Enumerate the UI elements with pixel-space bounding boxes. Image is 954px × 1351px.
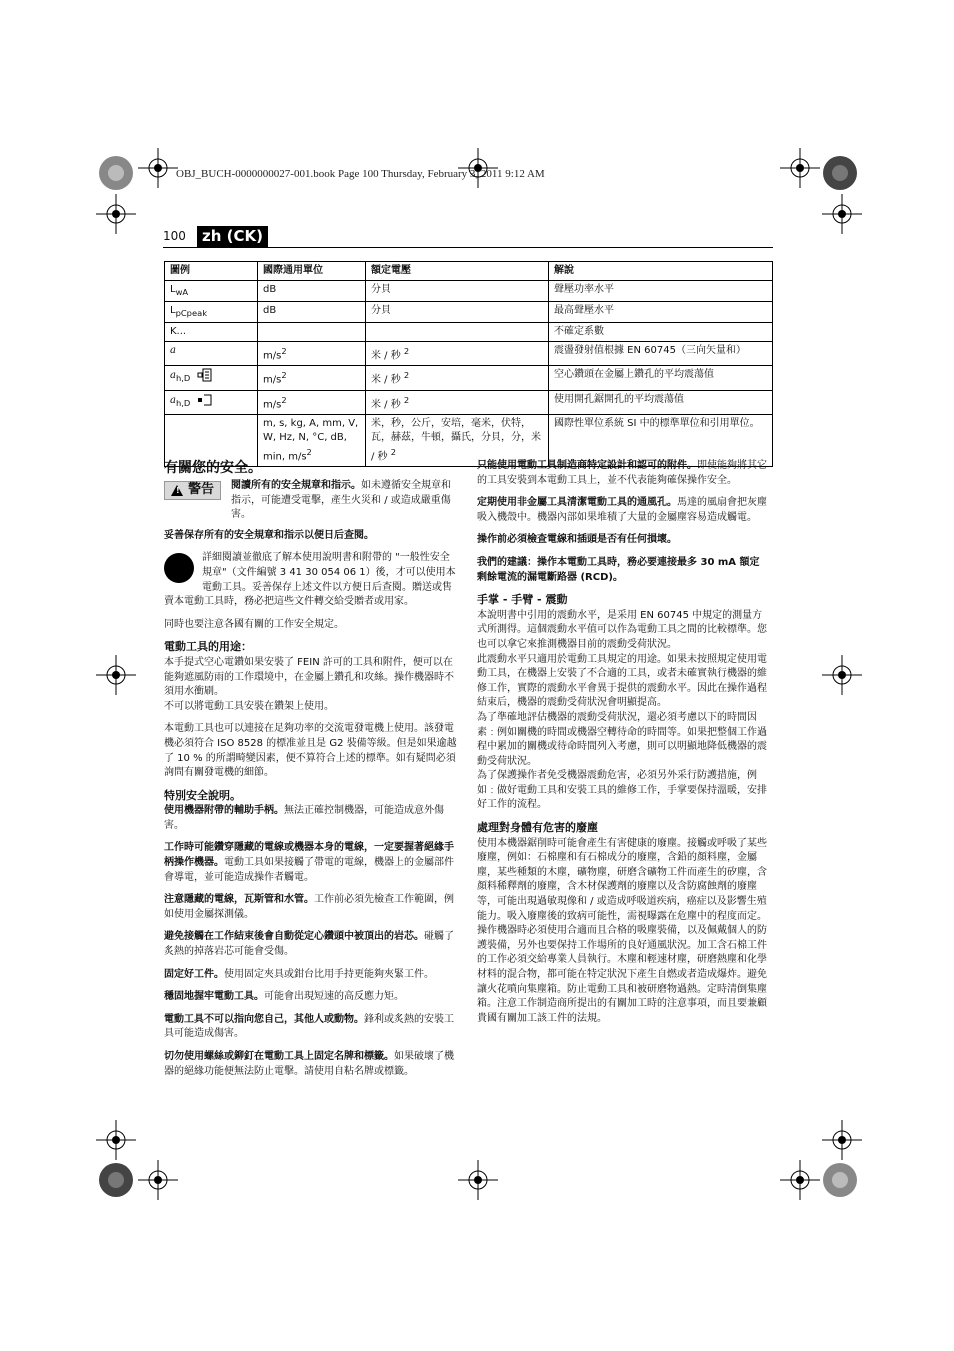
paragraph: 此震動水平只適用於電動工具規定的用途。如果未按照規定使用電動工具，在機器上安裝了不合適的工具，或者未確實執行機器的維修工作，實際的震動水平會異于提供的震動水平。因此在操作過程結束后，機器的震動受荷狀況會明顯提高。 <box>477 653 767 709</box>
special-safety-heading: 特別安全說明。 <box>164 788 241 802</box>
crosshair-mark-left-lower <box>96 1120 136 1160</box>
description-cell: 聲壓功率水平 <box>549 281 773 302</box>
warning-block <box>164 479 458 523</box>
paragraph: 為了準確地評估機器的震動受荷狀況，還必須考慮以下的時間因素﹕例如關機的時間或機器空轉待命的時間等。如果把整個工作過程中累加的關機或待命時間列入考慮，則可以明顯地降低機器的震動受荷狀況。 <box>477 711 767 767</box>
warning-text: 閱讀所有的安全規章和指示。如未遵循安全規章和指示，可能遭受電擊，產生火災和 / 或造成嚴重傷害。 <box>231 480 452 521</box>
unit-cell: dB <box>258 302 366 323</box>
intended-use-heading: 電動工具的用途： <box>164 640 252 654</box>
table-row <box>165 390 773 414</box>
safety-item: 避免接觸在工作結束後會自動從定心鑽頭中被頂出的岩芯。碰觸了炙熱的掉落岩芯可能會受傷。 <box>164 931 454 958</box>
dust-heading: 處理對身體有危害的廢塵 <box>477 821 598 835</box>
warning-label: 警告 <box>188 482 215 497</box>
unit-cell: $m/s^2$ <box>258 366 366 390</box>
safety-item: 電動工具不可以指向您自己，其他人或動物。鋒利或炙熱的安裝工具可能造成傷害。 <box>164 1013 454 1040</box>
crosshair-mark-right-lower <box>822 1120 862 1160</box>
registration-mark-top-left-outer <box>98 155 134 191</box>
vibration-heading: 手掌 - 手臂 - 震動 <box>477 593 568 607</box>
right-column <box>477 459 767 1034</box>
units-table <box>164 261 773 467</box>
value-cell: 米 / 秒 $^2$ <box>366 342 549 366</box>
symbol-cell: $L_{wA}$ <box>165 281 258 302</box>
paragraph: 本手提式空心電鑽如果安裝了 FEIN 許可的工具和附件，便可以在能夠遮風防雨的工作環境中，在金屬上鑽孔和攻絲。操作機器時不須用水衝刷。 <box>164 656 454 698</box>
safety-item: 注意隱藏的電線，瓦斯管和水管。工作前必須先檢查工作範圍，例如使用金屬探測儀。 <box>164 894 454 920</box>
safety-item: 操作前必須檢查電線和插頭是否有任何損壞。 <box>477 534 677 546</box>
page-number: 100 <box>163 229 186 243</box>
language-badge: zh (CK) <box>197 226 268 247</box>
paragraph: 為了保護操作者免受機器震動危害，必須另外采行防護措施，例如﹕做好電動工具和安裝工具的維修工作，手掌要保持溫暖，安排好工作的流程。 <box>477 770 767 811</box>
warning-triangle-icon: ! <box>171 485 183 496</box>
registration-mark-top-right-outer <box>822 155 858 191</box>
crosshair-mark-bottom-right <box>780 1160 820 1200</box>
unit-cell <box>258 323 366 342</box>
unit-cell: $m/s^2$ <box>258 390 366 414</box>
description-cell: 空心鑽頭在金屬上鑽孔的平均震蕩值 <box>549 366 773 390</box>
symbol-cell: $a_{h,D}$ <box>165 366 258 390</box>
registration-mark-bottom-right-outer <box>822 1162 858 1198</box>
paragraph: 使用本機器鋸削時可能會產生有害健康的廢塵。接觸或呼吸了某些廢塵，例如：石棉塵和有石棉成分的廢塵，含鉛的顏料塵，金屬塵，某些種類的木塵，礦物塵，研磨含礦物工件而產生的矽塵，含顏料稀釋劑的廢塵，含木材保護劑的廢塵以及含防腐蝕劑的廢塵等，可能出現過敏現像和 / 或造成呼吸道疾病，癌症以及影響生殖能力。吸入廢塵後的致病可能性，需視曝露在危塵中的程度而定。操作機器時必須使用合適而且合格的吸塵裝備，以及佩戴個人的防護裝備，另外也要保持工作場所的良好通風狀況。加工含石棉工件的工作必須交給專業人員執行。木塵和輕速材塵，研磨熱塵和化學材料的混合物，都可能在特定狀況下產生自燃或者造成爆炸。避免讓火花噴向集塵箱。防止電動工具和被研磨物過熱。定時清倒集塵箱。注意工作制造商所提出的有關加工時的注意事項，而且要兼顧貴國有關加工該工件的法規。 <box>477 837 767 1024</box>
symbol-cell: K... <box>165 323 258 342</box>
paragraph: 本說明書中引用的震動水平，是采用 EN 60745 中規定的測量方式所測得。這個震動水平值可以作為電動工具之間的比較標準。您也可以拿它來推測機器目前的震動受荷狀況。 <box>477 609 767 650</box>
symbol-cell: $a_{h,D}$ <box>165 390 258 414</box>
safety-item: 工作時可能鑽穿隱藏的電線或機器本身的電線，一定要握著絕緣手柄操作機器。電動工具如果接觸了帶電的電線，機器上的金屬部件會導電，並可能造成操作者觸電。 <box>164 842 454 883</box>
left-column <box>164 459 458 1087</box>
safety-item: 只能使用電動工具制造商特定設計和認可的附件。即使能夠將其它的工具安裝到本電動工具上，並不代表能夠確保操作安全。 <box>477 460 767 486</box>
warning-badge <box>164 481 221 500</box>
table-header-cell: 額定電壓 <box>366 262 549 281</box>
hole-saw-icon <box>197 393 213 407</box>
safety-item: 使用機器附帶的輔助手柄。無法正確控制機器，可能造成意外傷害。 <box>164 805 444 831</box>
crosshair-mark-bottom-left <box>138 1160 178 1200</box>
description-cell: 最高聲壓水平 <box>549 302 773 323</box>
print-slug: OBJ_BUCH-0000000027-001.book Page 100 Thursday, February 3, 2011 9:12 AM <box>176 168 545 180</box>
table-header-cell: 解說 <box>549 262 773 281</box>
national-rules: 同時也要注意各國有關的工作安全規定。 <box>164 618 344 630</box>
description-cell: 不確定系數 <box>549 323 773 342</box>
safety-heading: 有關您的安全。 <box>164 460 262 476</box>
crosshair-mark-right-middle <box>822 655 862 695</box>
table-header-cell: 圖例 <box>165 262 258 281</box>
crosshair-mark-bottom-center <box>458 1160 498 1200</box>
unit-cell: dB <box>258 281 366 302</box>
value-cell: 米，秒，公斤，安培，毫米，伏特，瓦，赫茲，牛頓，攝氏，分貝，分，米 / 秒 $^2$ <box>366 414 549 466</box>
table-header-row <box>165 262 773 281</box>
crosshair-mark-top-left <box>138 148 178 188</box>
keep-instructions: 妥善保存所有的安全規章和指示以便日后查閱。 <box>164 529 374 541</box>
safety-item: 穩固地握牢電動工具。可能會出現短速的高反應力矩。 <box>164 991 404 1003</box>
unit-cell: m, s, kg, A, mm, V, W, Hz, N, °C, dB, min, $m/s^2$ <box>258 414 366 466</box>
symbol-cell: $L_{pCpeak}$ <box>165 302 258 323</box>
crosshair-mark-top-right <box>780 148 820 188</box>
safety-item: 固定好工件。使用固定夾具或鉗台比用手持更能夠夾緊工件。 <box>164 968 434 980</box>
crosshair-mark-right-upper <box>822 194 862 234</box>
header-rule <box>163 247 773 248</box>
value-cell: 米 / 秒 $^2$ <box>366 366 549 390</box>
description-cell: 使用開孔鋸開孔的平均震蕩值 <box>549 390 773 414</box>
table-row <box>165 366 773 390</box>
value-cell: 分貝 <box>366 302 549 323</box>
core-drill-icon <box>197 368 213 382</box>
table-row <box>165 302 773 323</box>
table-row <box>165 281 773 302</box>
read-manual-icon <box>164 553 194 583</box>
safety-item: 我們的建議：操作本電動工具時，務必要連接最多 30 mA 額定剩餘電流的漏電斷路器 (RCD)。 <box>477 556 760 583</box>
paragraph: 本電動工具也可以連接在足夠功率的交流電發電機上使用。該發電機必須符合 ISO 8528 的標准並且是 G2 裝備等級。但是如果逾越了 10 % 的所謂畸變因素，便不算符合上述的標準。如有疑問必須詢問有關發電機的細節。 <box>164 723 457 779</box>
table-row <box>165 323 773 342</box>
value-cell: 米 / 秒 $^2$ <box>366 390 549 414</box>
unit-cell: $m/s^2$ <box>258 342 366 366</box>
safety-item: 切勿使用螺絲或鉚釘在電動工具上固定名牌和標籤。如果破壞了機器的絕緣功能便無法防止電擊。請使用自粘名牌或標籤。 <box>164 1051 454 1077</box>
registration-mark-bottom-left-outer <box>98 1162 134 1198</box>
crosshair-mark-left-upper <box>96 194 136 234</box>
description-cell: 國際性單位系統 SI 中的標準單位和引用單位。 <box>549 414 773 466</box>
table-row <box>165 342 773 366</box>
description-cell: 震盪發射值根據 EN 60745（三向矢量和） <box>549 342 773 366</box>
symbol-cell: a <box>165 342 258 366</box>
value-cell <box>366 323 549 342</box>
read-manual-paragraph: 詳細閱讀並徹底了解本使用說明書和附帶的 "一般性安全規章"（文件編號 3 41 30 054 06 1）後，才可以使用本電動工具。妥善保存上述文件以方便日后查閱。贈送或售賣本電動工具時，務必把這些文件轉交給受贈者或用家。 <box>164 552 456 608</box>
table-header-cell: 國際通用單位 <box>258 262 366 281</box>
safety-item: 定期使用非金屬工具清潔電動工具的通風孔。馬達的風扇會把灰塵吸入機殼中。機器內部如果堆積了大量的金屬塵容易造成觸電。 <box>477 497 767 523</box>
crosshair-mark-left-middle <box>96 655 136 695</box>
paragraph: 不可以將電動工具安裝在鑽架上使用。 <box>164 700 334 712</box>
value-cell: 分貝 <box>366 281 549 302</box>
